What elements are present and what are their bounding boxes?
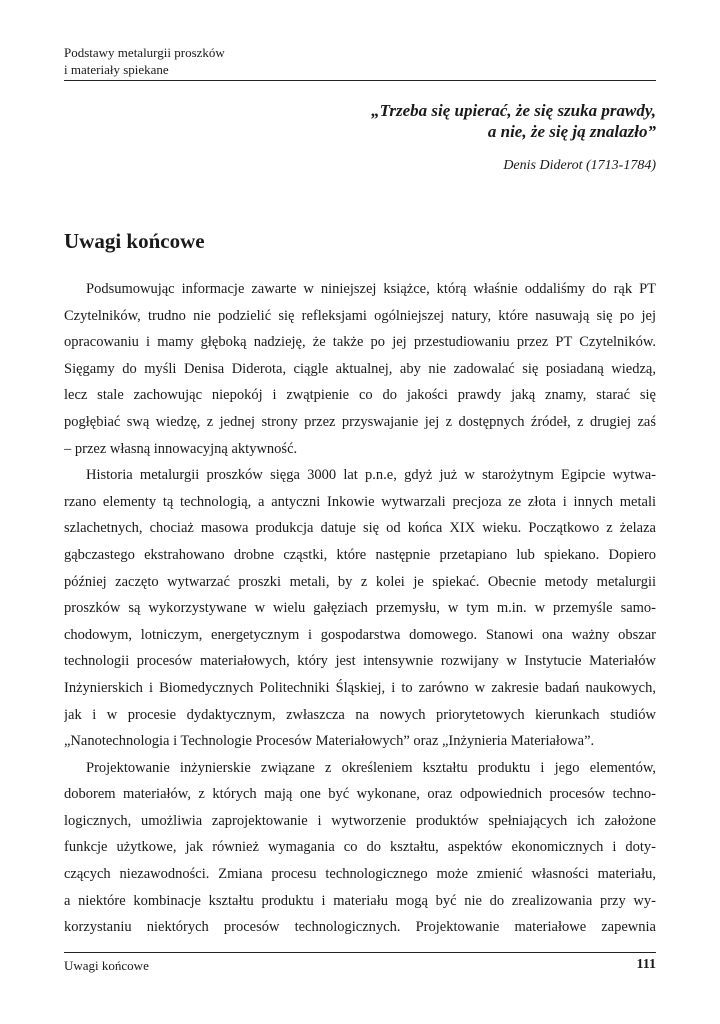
text-line: a niektóre kombinacje kształtu produktu i materiału mogą być nie do zrealizowania przy wy- <box>64 892 656 909</box>
text-line: Projektowanie inżynierskie związane z określeniem kształtu produktu i jego elementów, <box>86 759 656 776</box>
text-line: korzystaniu niektórych procesów technologicznych. Projektowanie materiałowe zapewnia <box>64 919 656 936</box>
text-line: Czytelników, trudno nie podzielić się refleksjami ogólniejszej natury, które nasuwają się po jej <box>64 307 656 324</box>
text-line: Sięgamy do myśli Denisa Diderota, ciągle aktualnej, aby nie zadowalać się posiadaną wiedzą, <box>64 360 656 377</box>
chapter-title: Uwagi końcowe <box>64 229 205 253</box>
text-line: lecz stale zachowując niepokój i zwątpienie co do jakości prawdy jaką znamy, starać się <box>64 387 656 404</box>
text-line: „Nanotechnologia i Technologie Procesów Materiałowych” oraz „Inżynieria Materiałowa”. <box>64 733 595 750</box>
quote-line-2: a nie, że się ją znalazło” <box>487 122 656 141</box>
footer-section-title: Uwagi końcowe <box>64 958 149 973</box>
body-text <box>64 276 656 941</box>
quote-author: Denis Diderot (1713-1784) <box>503 158 656 173</box>
text-line: doborem materiałów, z których mają one być wykonane, oraz odpowiednich procesów techno- <box>64 786 656 803</box>
text-line: funkcje użytkowe, jak również wymagania co do kształtu, aspektów ekonomicznych i doty- <box>64 839 656 856</box>
header-line-2: i materiały spiekane <box>64 62 169 77</box>
text-line: jak i w procesie dydaktycznym, zwłaszcza na nowych priorytetowych kierunkach studiów <box>64 706 656 723</box>
epigraph-quote <box>156 100 656 142</box>
text-line: technologii procesów materiałowych, który jest intensywnie rozwijany w Instytucie Materiałów <box>64 653 656 670</box>
text-line: logicznych, umożliwia zaprojektowanie i wytworzenie produktów spełniających ich założone <box>64 812 656 829</box>
text-line: czących niezawodności. Zmiana procesu technologicznego może zmienić własności materiału, <box>64 866 656 883</box>
text-line: Inżynierskich i Biomedycznych Politechniki Śląskiej, i to zarówno w zakresie badań naukowych, <box>64 679 656 696</box>
header-divider <box>64 80 656 81</box>
running-header <box>64 44 656 78</box>
text-line: gąbczastego ekstrahowano drobne cząstki, które następnie przetapiano lub spiekano. Dopiero <box>64 546 656 563</box>
text-line: Historia metalurgii proszków sięga 3000 lat p.n.e, gdyż już w starożytnym Egipcie wytwa- <box>86 467 656 484</box>
text-line: – przez własną innowacyjną aktywność. <box>64 440 298 457</box>
text-line: pogłębiać swą wiedzę, z jednej strony przez przyswajanie jej z dostępnych źródeł, z drugiej zaś <box>64 413 656 430</box>
header-line-1: Podstawy metalurgii proszków <box>64 45 225 60</box>
text-line: Podsumowując informacje zawarte w niniejszej książce, którą właśnie oddaliśmy do rąk PT <box>86 281 656 297</box>
text-line: opracowaniu i mamy głęboką nadzieję, że także po jej przestudiowaniu przez PT Czytelników. <box>64 334 656 351</box>
quote-line-1: „Trzeba się upierać, że się szuka prawdy, <box>371 101 656 120</box>
footer-divider <box>64 952 656 953</box>
text-line: szlachetnych, chociaż masowa produkcja datuje się od końca XIX wieku. Początkowo z żelaza <box>64 520 656 537</box>
text-line: proszków są wykorzystywane w wielu gałęziach przemysłu, w tym m.in. w przemyśle samo- <box>64 600 656 617</box>
text-line: rzano elementy tą technologią, a antyczni Inkowie wytwarzali precjoza ze złota i innych metali <box>64 493 656 510</box>
text-line: później zaczęto wytwarzać proszki metali, by z kolei je spiekać. Obecnie metody metalurgii <box>64 573 656 590</box>
text-line: chodowym, lotniczym, energetycznym i gospodarstwa domowego. Stanowi ona ważny obszar <box>64 626 656 643</box>
page-number: 111 <box>636 957 656 972</box>
